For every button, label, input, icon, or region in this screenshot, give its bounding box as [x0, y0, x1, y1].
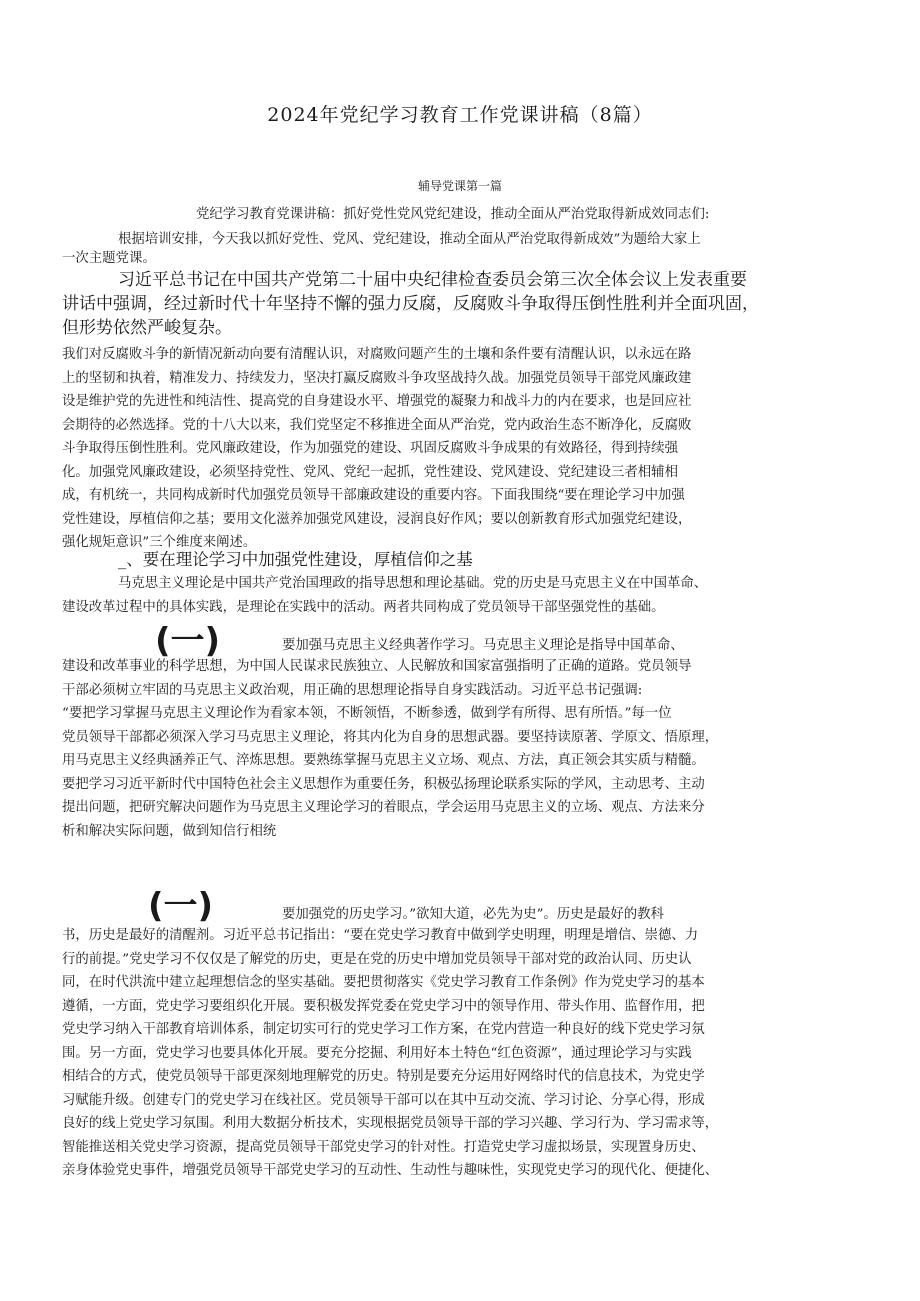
subsection-1-lead: 要加强马克思主义经典著作学习。马克思主义理论是指导中国革命、 [282, 638, 684, 653]
paragraph-history [62, 924, 862, 1183]
text-line: 马克思主义理论是中国共产党治国理政的指导思想和理论基础。党的历史是马克思主义在中国革命、 [118, 576, 708, 591]
lead-line: 习近平总书记在中国共产党第二十届中央纪律检查委员会第三次全体会议上发表重要 [118, 270, 747, 290]
subsection-marker: (一) [155, 621, 221, 661]
text-line: “要把学习掌握马克思主义理论作为看家本领，不断领悟，不断参透，做到学有所得、思有所悟。”每一位 [62, 706, 672, 721]
text-line: 我们对反腐败斗争的新情况新动向要有清醒认识，对腐败问题产生的土壤和条件要有清醒认识，以永远在路 [62, 347, 692, 362]
text-line: 斗争取得压倒性胜利。党风廉政建设，作为加强党的建设、巩固反腐败斗争成果的有效路径，得到持续强 [62, 441, 678, 456]
text-line: 上的坚韧和执着，精准发力、持续发力，坚决打赢反腐败斗争攻坚战持久战。加强党员领导干部党风廉政建 [62, 370, 692, 386]
intro-line: 根据培训安排，今天我以抓好党性、党风、党纪建设，推动全面从严治党取得新成效”为题给大家上 [118, 232, 701, 247]
text-line: 建设改革过程中的具体实践，是理论在实践中的活动。两者共同构成了党员领导干部坚强党性的基础。 [62, 599, 665, 615]
subsection-marker: (一) [148, 886, 214, 926]
text-line: 党员领导干部都必须深入学习马克思主义理论，将其内化为自身的思想武器。要坚持读原著、学原文、悟原理， [62, 729, 719, 745]
text-line: 良好的线上党史学习氛围。利用大数据分析技术，实现根据党员领导干部的学习兴趣、学习行为、学习需求等， [62, 1116, 719, 1131]
text-line: 书，历史是最好的清醒剂。习近平总书记指出：“要在党史学习教育中做到学史明理，明理是增信、崇德、力 [62, 928, 699, 943]
section-heading-1: _、要在理论学习中加强党性建设，厚植信仰之基 [118, 550, 473, 569]
page-title: 2024年党纪学习教育工作党课讲稿（8篇） [267, 104, 653, 126]
text-line: 党史学习纳入干部教育培训体系，制定切实可行的党史学习工作方案，在党内营造一种良好的线下党史学习氛 [62, 1022, 705, 1037]
lead-line: 但形势依然严峻复杂。 [62, 318, 232, 338]
subsection-2-lead: 要加强党的历史学习。”欲知大道，必先为史”。历史是最好的教科 [282, 907, 664, 922]
text-line: 相结合的方式，使党员领导干部更深刻地理解党的历史。特别是要充分运用好网络时代的信息技术，为党史学 [62, 1069, 705, 1084]
text-line: 行的前提。”党史学习不仅仅是了解党的历史，更是在党的历史中增加党员领导干部对党的政治认同、历史认 [62, 951, 692, 967]
paragraph-marxism [62, 655, 862, 843]
text-line: 亲身体验党史事件，增强党员领导干部党史学习的互动性、生动性与趣味性，实现党史学习的现代化、便捷化、 [62, 1163, 719, 1178]
paragraph-context [62, 343, 862, 555]
text-line: 智能推送相关党史学习资源，提高党员领导干部党史学习的针对性。打造党史学习虚拟场景，实现置身历史、 [62, 1139, 705, 1155]
text-line: 会期待的必然选择。党的十八大以来，我们党坚定不移推进全面从严治党，党内政治生态不断净化，反腐败 [62, 417, 692, 433]
text-line: 提出问题，把研究解决问题作为马克思主义理论学习的着眼点，学会运用马克思主义的立场、观点、方法来分 [62, 800, 705, 815]
text-line: 要把学习习近平新时代中国特色社会主义思想作为重要任务，积极弘扬理论联系实际的学风，主动思考、主动 [62, 776, 705, 792]
paragraph-theory [62, 572, 862, 619]
intro-line-end: 一次主题党课。 [62, 251, 156, 266]
text-line: 习赋能升级。创建专门的党史学习在线社区。党员领导干部可以在其中互动交流、学习讨论、分享心得，形成 [62, 1092, 705, 1108]
text-line: 遵循，一方面，党史学习要组织化开展。要积极发挥党委在党史学习中的领导作用、带头作用、监督作用，把 [62, 998, 705, 1014]
text-line: 设是维护党的先进性和纯洁性、提高党的自身建设水平、增强党的凝聚力和战斗力的内在要求，也是回应社 [62, 394, 692, 409]
speech-title-line: 党纪学习教育党课讲稿：抓好党性党风党纪建设，推动全面从严治党取得新成效同志们: [196, 207, 710, 222]
text-line: 成，有机统一，共同构成新时代加强党员领导干部廉政建设的重要内容。下面我围绕“要在理论学习中加强 [62, 488, 685, 503]
text-line: 同，在时代洪流中建立起理想信念的坚实基础。要把贯彻落实《党史学习教育工作条例》作为党史学习的基本 [62, 975, 705, 990]
text-line: 化。加强党风廉政建设，必须坚持党性、党风、党纪一起抓，党性建设、党风建设、党纪建设三者相辅相 [62, 464, 678, 480]
text-line: 用马克思主义经典涵养正气、淬炼思想。要熟练掌握马克思主义立场、观点、方法，真正领会其实质与精髓。 [62, 753, 705, 768]
lead-line: 讲话中强调，经过新时代十年坚持不懈的强力反腐，反腐败斗争取得压倒性胜利并全面巩固， [62, 294, 759, 314]
text-line: 析和解决实际问题，做到知信行相统 [62, 823, 277, 839]
section-subtitle: 辅导党课第一篇 [417, 179, 502, 193]
text-line: 建设和改革事业的科学思想，为中国人民谋求民族独立、人民解放和国家富强指明了正确的道路。党员领导 [62, 659, 692, 674]
lead-paragraph [62, 268, 862, 340]
text-line: 干部必须树立牢固的马克思主义政治观，用正确的思想理论指导自身实践活动。习近平总书记强调: [62, 682, 643, 698]
text-line: 强化规矩意识”三个维度来阐述。 [62, 535, 257, 550]
text-line: 党性建设，厚植信仰之基；要用文化滋养加强党风建设，浸润良好作风；要以创新教育形式加强党纪建设， [62, 511, 692, 527]
text-line: 围。另一方面，党史学习也要具体化开展。要充分挖掘、利用好本土特色“红色资源”，通过理论学习与实践 [62, 1045, 692, 1061]
